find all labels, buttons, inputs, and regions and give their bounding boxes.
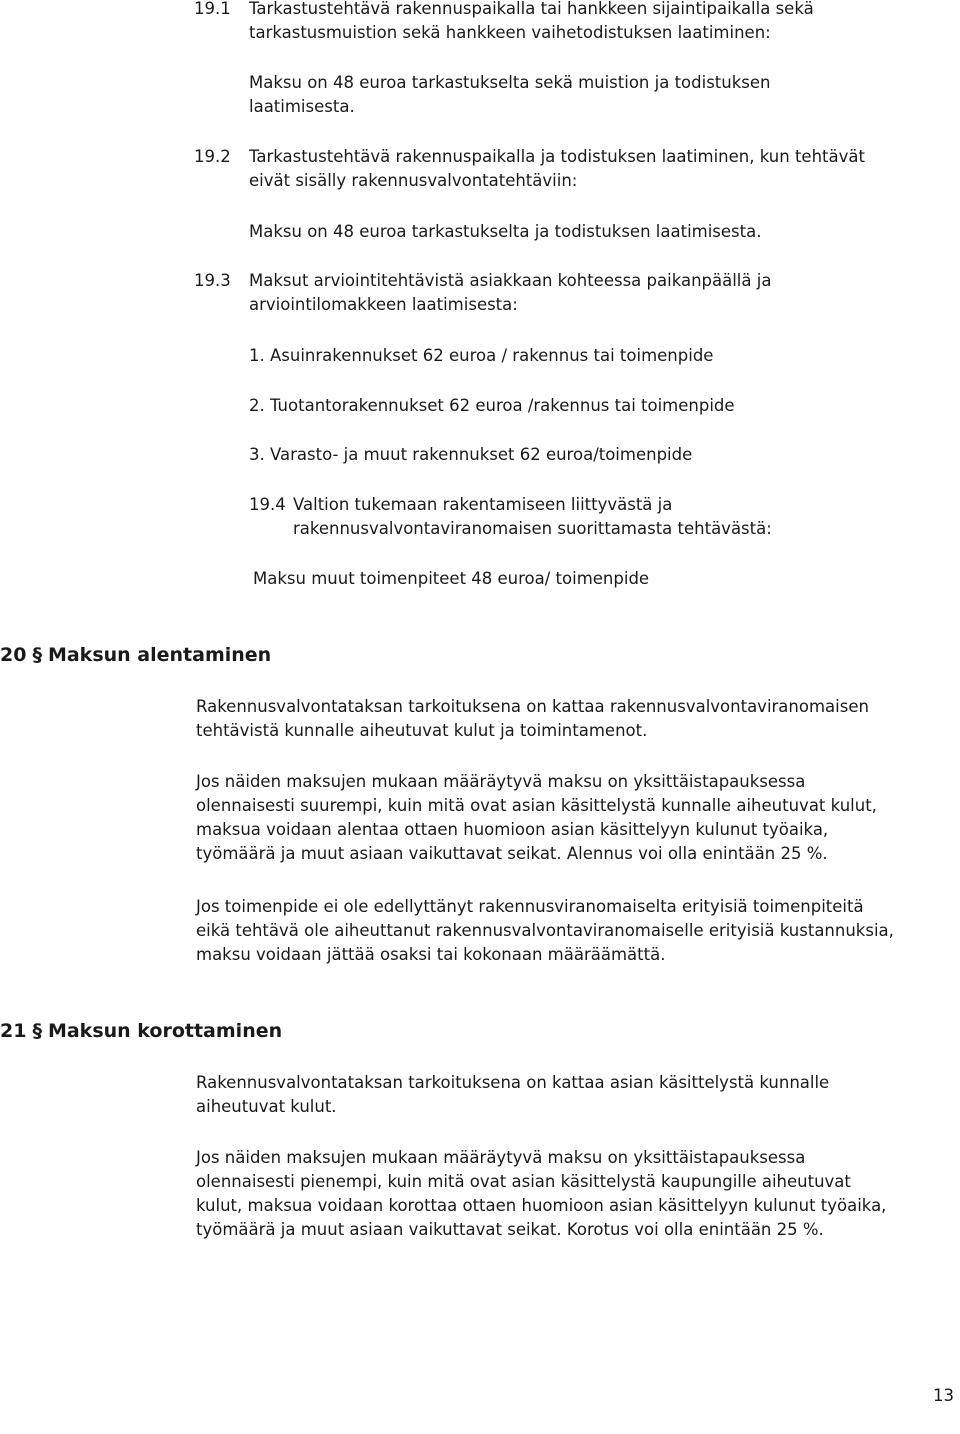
item-19-2-number: 19.2 [194,147,231,166]
section-sign-icon: § [32,1020,42,1042]
item-19-1-heading [249,0,949,45]
paragraph-line: työmäärä ja muut asiaan vaikuttavat seikat. Korotus voi olla enintään 25 %. [196,1220,824,1239]
item-19-4-heading-line: rakennusvalvontaviranomaisen suorittamasta tehtävästä: [293,519,772,538]
page-number: 13 [933,1386,954,1405]
item-19-4-heading [293,493,933,541]
item-19-3-heading-line: arviointilomakkeen laatimisesta: [249,295,518,314]
item-19-1-number: 19.1 [194,0,231,18]
paragraph-line: olennaisesti pienempi, kuin mitä ovat asian käsittelystä kaupungille aiheutuvat [196,1172,851,1191]
section-21-paragraph [196,1071,956,1119]
paragraph-line: eikä tehtävä ole aiheuttanut rakennusvalvontaviranomaiselle erityisiä kustannuksia, [196,921,894,940]
item-19-3-heading-line: Maksut arviointitehtävistä asiakkaan kohteessa paikanpäällä ja [249,271,772,290]
paragraph-line: Jos näiden maksujen mukaan määräytyvä maksu on yksittäistapauksessa [196,772,806,791]
paragraph-line: maksua voidaan alentaa ottaen huomioon asian käsittelyyn kulunut työaika, [196,820,829,839]
item-19-4-number: 19.4 [249,495,286,514]
paragraph-line: maksu voidaan jättää osaksi tai kokonaan määräämättä. [196,945,666,964]
section-20-heading [0,642,271,668]
section-21-heading [0,1018,282,1044]
paragraph-line: Rakennusvalvontataksan tarkoituksena on kattaa rakennusvalvontaviranomaisen [196,697,869,716]
section-20-paragraph [196,895,956,967]
paragraph-line: työmäärä ja muut asiaan vaikuttavat seikat. Alennus voi olla enintään 25 %. [196,844,828,863]
item-19-3-number: 19.3 [194,271,231,290]
item-19-4-heading-line: Valtion tukemaan rakentamiseen liittyvästä ja [293,495,673,514]
item-19-3-list-item: 2. Tuotantorakennukset 62 euroa /rakennus tai toimenpide [249,396,735,415]
item-19-1-fee-line: laatimisesta. [249,97,355,116]
item-19-4-fee: Maksu muut toimenpiteet 48 euroa/ toimenpide [253,569,650,588]
section-20-paragraph [196,770,956,866]
section-sign-icon: § [32,644,42,666]
paragraph-line: Jos näiden maksujen mukaan määräytyvä maksu on yksittäistapauksessa [196,1148,806,1167]
paragraph-line: olennaisesti suurempi, kuin mitä ovat asian käsittelystä kunnalle aiheutuvat kulut, [196,796,877,815]
paragraph-line: tehtävistä kunnalle aiheutuvat kulut ja toimintamenot. [196,721,648,740]
paragraph-line: aiheutuvat kulut. [196,1097,337,1116]
item-19-1-heading-line: tarkastusmuistion sekä hankkeen vaihetodistuksen laatiminen: [249,23,771,42]
section-number: 20 [0,644,27,666]
section-number: 21 [0,1020,27,1042]
item-19-2-fee: Maksu on 48 euroa tarkastukselta ja todistuksen laatimisesta. [249,222,762,241]
section-title: Maksun alentaminen [47,644,272,666]
item-19-2-heading-line: eivät sisälly rakennusvalvontatehtäviin: [249,171,578,190]
item-19-2-heading [249,145,949,193]
section-title: Maksun korottaminen [47,1020,283,1042]
item-19-3-list-item: 1. Asuinrakennukset 62 euroa / rakennus tai toimenpide [249,346,714,365]
section-21-paragraph [196,1146,956,1242]
paragraph-line: Jos toimenpide ei ole edellyttänyt rakennusviranomaiselta erityisiä toimenpiteitä [196,897,864,916]
paragraph-line: Rakennusvalvontataksan tarkoituksena on kattaa asian käsittelystä kunnalle [196,1073,830,1092]
paragraph-line: kulut, maksua voidaan korottaa ottaen huomioon asian käsittelyyn kulunut työaika, [196,1196,887,1215]
item-19-2-heading-line: Tarkastustehtävä rakennuspaikalla ja todistuksen laatiminen, kun tehtävät [249,147,865,166]
item-19-3-heading [249,269,949,317]
item-19-1-heading-line: Tarkastustehtävä rakennuspaikalla tai hankkeen sijaintipaikalla sekä [249,0,814,18]
item-19-3-list-item: 3. Varasto- ja muut rakennukset 62 euroa/toimenpide [249,445,693,464]
section-20-paragraph [196,695,956,743]
item-19-1-fee [249,71,949,119]
item-19-1-fee-line: Maksu on 48 euroa tarkastukselta sekä muistion ja todistuksen [249,73,771,92]
